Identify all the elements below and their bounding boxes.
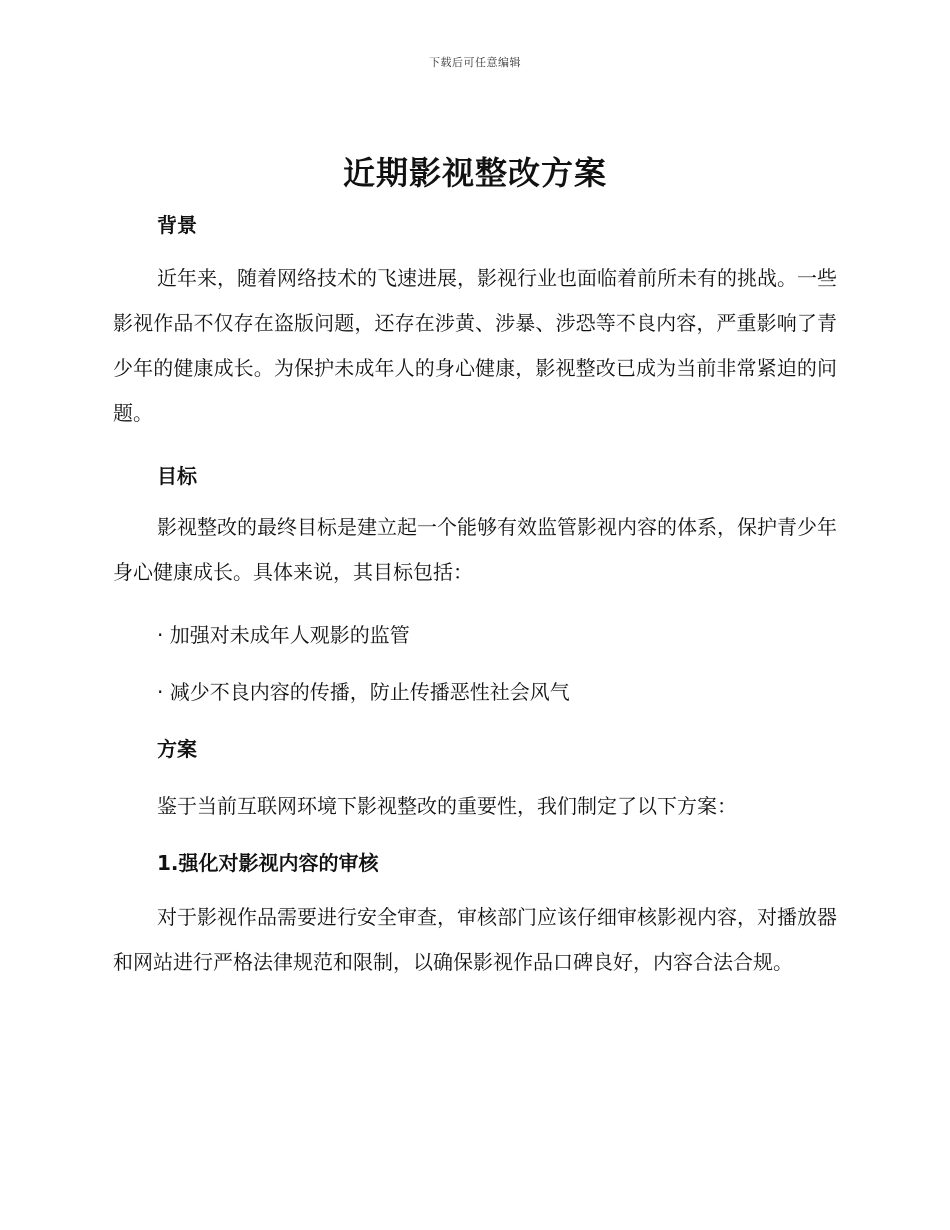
section-heading-background: 背景	[157, 213, 197, 237]
header-note: 下载后可任意编辑	[429, 56, 521, 69]
paragraph-goal: 影视整改的最终目标是建立起一个能够有效监管影视内容的体系，保护青少年身心健康成长。具体来说，其目标包括：	[113, 515, 837, 584]
section-heading-goal: 目标	[157, 464, 197, 488]
list-item: · 减少不良内容的传播，防止传播恶性社会风气	[157, 680, 570, 704]
document-title: 近期影视整改方案	[342, 154, 607, 192]
paragraph-plan-item-1: 对于影视作品需要进行安全审查，审核部门应该仔细审核影视内容，对播放器和网站进行严格法律规范和限制，以确保影视作品口碑良好，内容合法合规。	[113, 905, 837, 974]
subheading-plan-item-1: 1.强化对影视内容的审核	[157, 851, 379, 875]
section-heading-plan: 方案	[157, 737, 197, 761]
paragraph-background: 近年来，随着网络技术的飞速进展，影视行业也面临着前所未有的挑战。一些影视作品不仅存在盗版问题，还存在涉黄、涉暴、涉恐等不良内容，严重影响了青少年的健康成长。为保护未成年人的身心健康，影视整改已成为当前非常紧迫的问题。	[113, 266, 837, 425]
paragraph-plan-intro: 鉴于当前互联网环境下影视整改的重要性，我们制定了以下方案：	[157, 794, 737, 818]
list-item: · 加强对未成年人观影的监管	[157, 623, 410, 647]
